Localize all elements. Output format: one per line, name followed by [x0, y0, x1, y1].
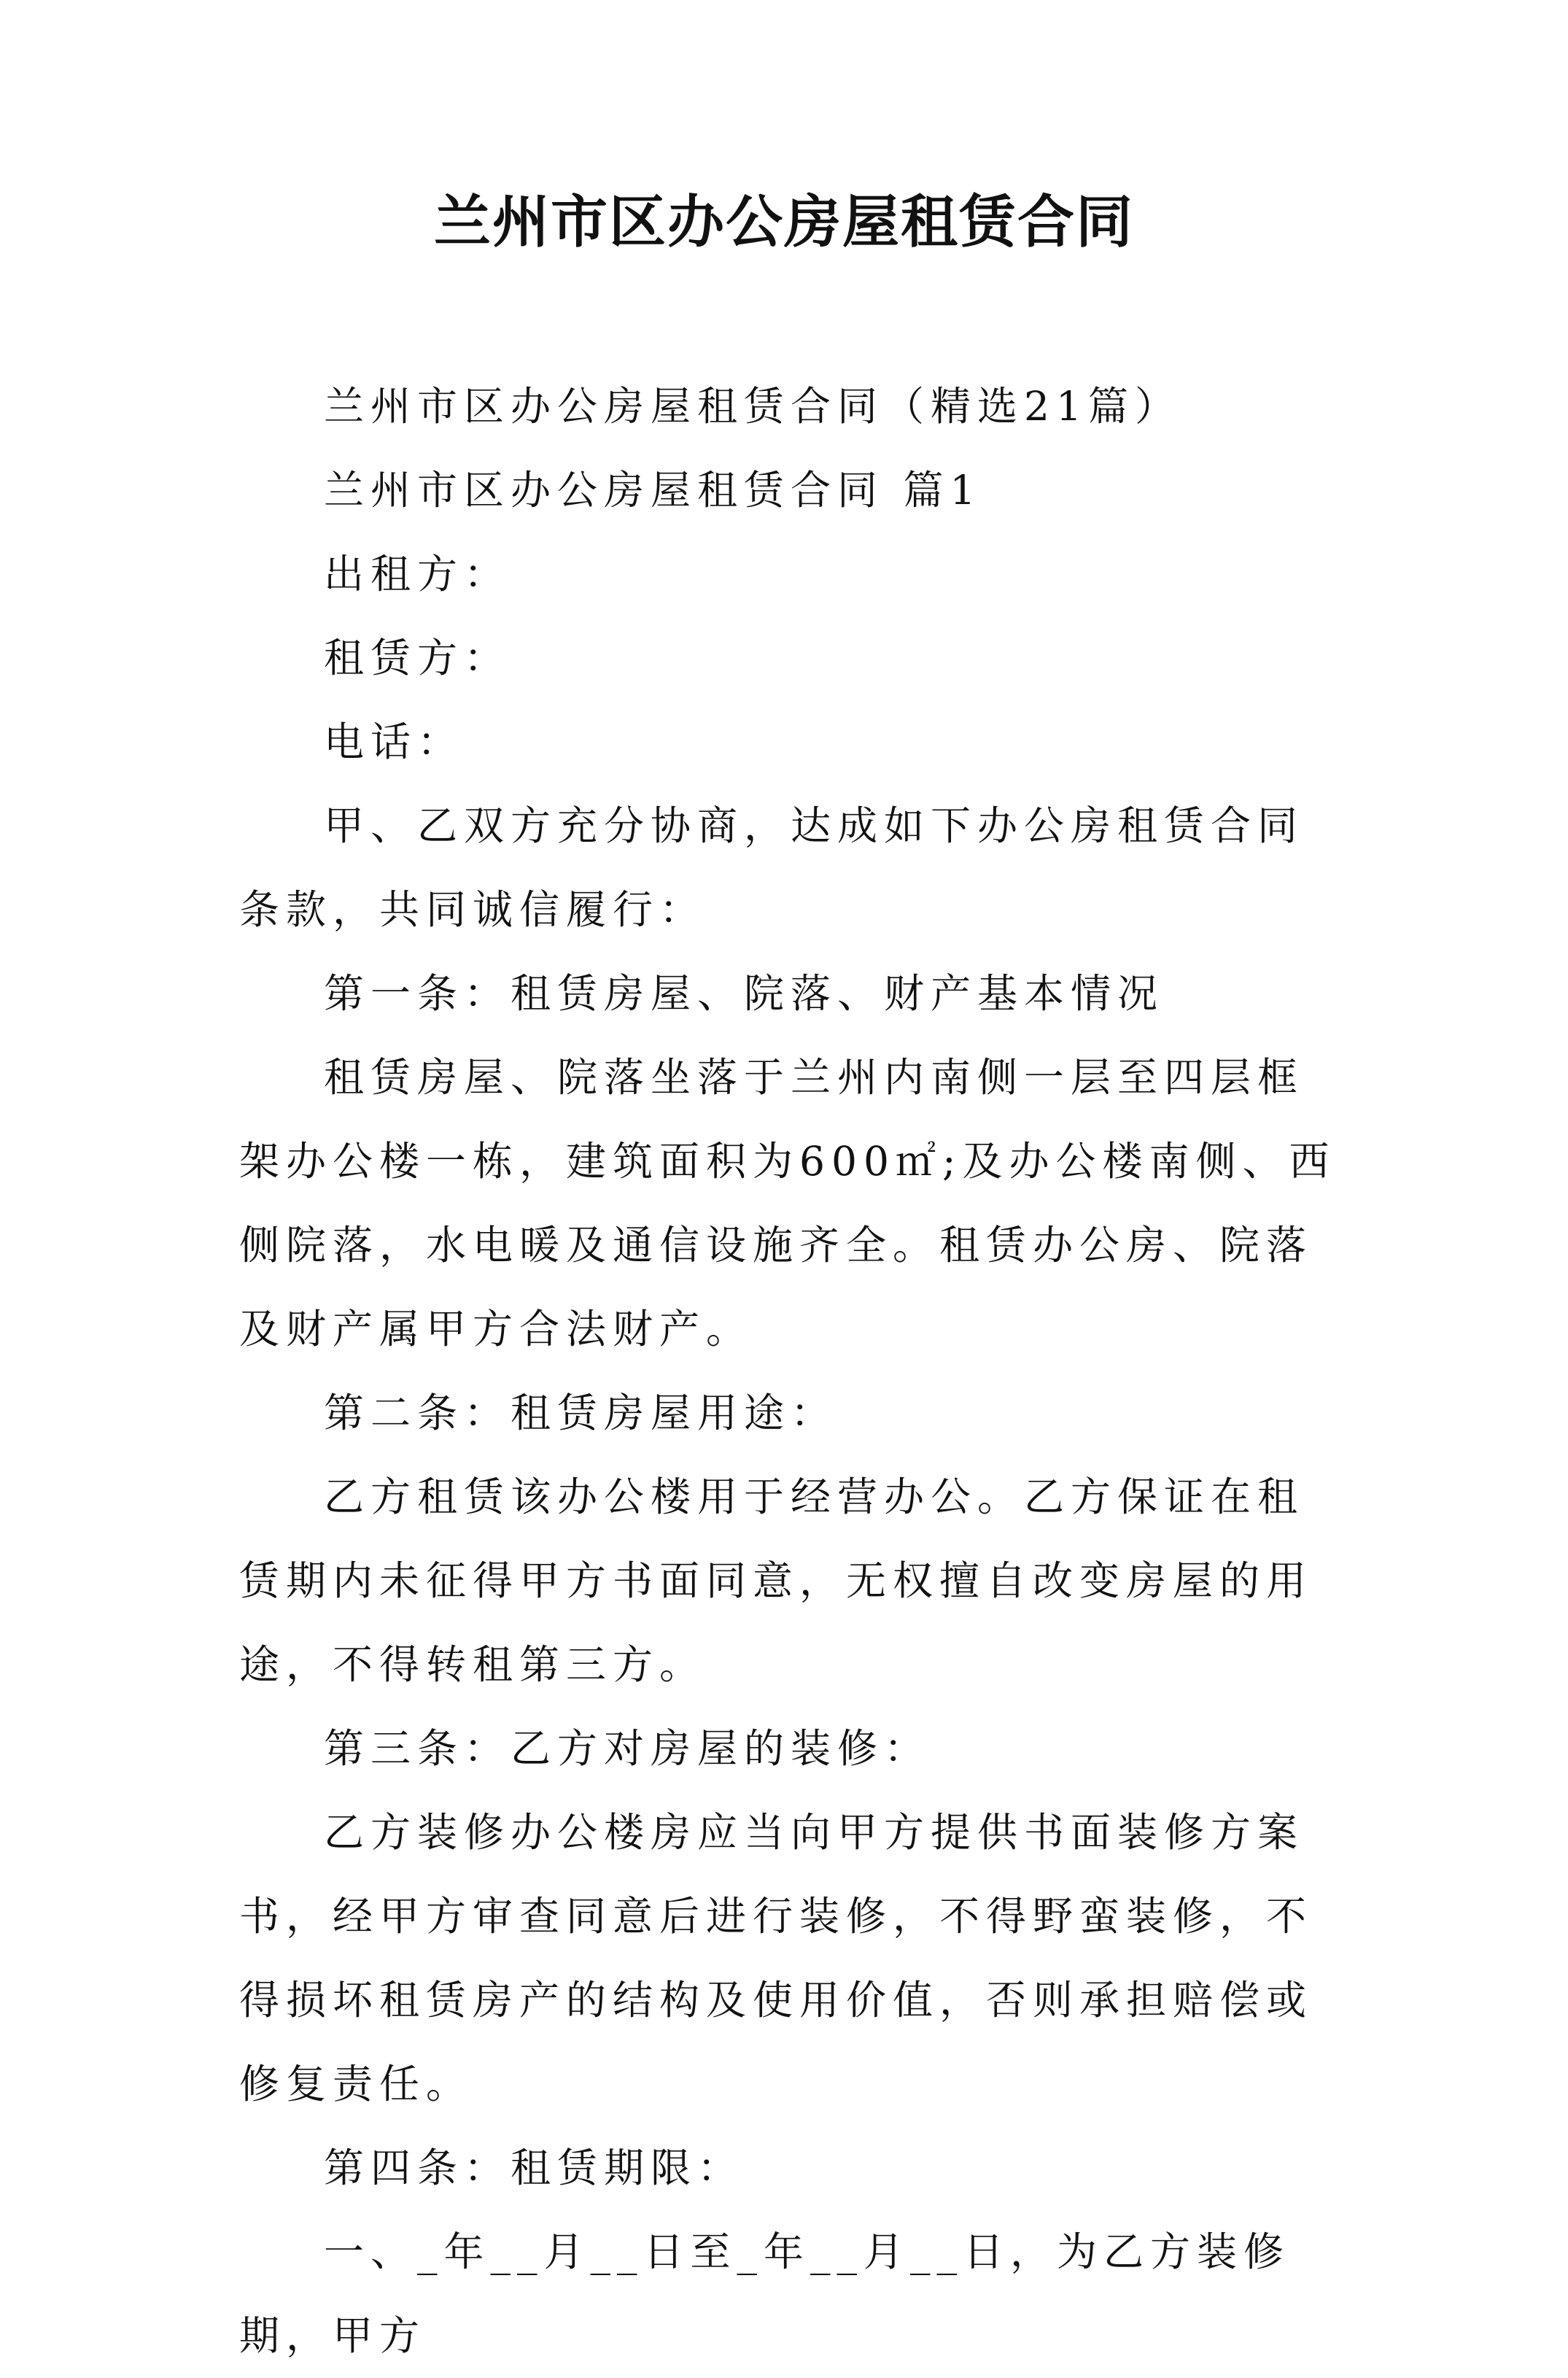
- paragraph-lessee: 租赁方：: [324, 635, 511, 681]
- paragraph-article-4-heading: 第四条：租赁期限：: [324, 2145, 745, 2191]
- paragraph-article-4-body: 一、_年__月__日至_年__月__日，为乙方装修期，甲方: [239, 2228, 1291, 2359]
- paragraph-article-2-heading: 第二条：租赁房屋用途：: [324, 1390, 838, 1436]
- paragraph-article-3-heading: 第三条：乙方对房屋的装修：: [324, 1725, 931, 1772]
- paragraph-article-3-body: 乙方装修办公楼房应当向甲方提供书面装修方案书，经甲方审查同意后进行装修，不得野蛮装修，不得损坏租赁房产的结构及使用价值，否则承担赔偿或修复责任。: [239, 1809, 1313, 2107]
- paragraph-article-1-heading: 第一条：租赁房屋、院落、财产基本情况: [324, 970, 1165, 1017]
- paragraph-preamble: 甲、乙双方充分协商，达成如下办公房租赁合同条款，共同诚信履行：: [239, 802, 1305, 933]
- paragraph-phone: 电话：: [324, 719, 465, 765]
- document-body: [239, 365, 1348, 2378]
- document-title: 兰州市区办公房屋租赁合同: [433, 189, 1134, 255]
- paragraph-subtitle: 兰州市区办公房屋租赁合同（精选21篇）: [324, 383, 1181, 430]
- paragraph-lessor: 出租方：: [324, 551, 511, 597]
- paragraph-article-2-body: 乙方租赁该办公楼用于经营办公。乙方保证在租赁期内未征得甲方书面同意，无权擅自改变房屋的用途，不得转租第三方。: [239, 1473, 1313, 1688]
- paragraph-article-1-body: 租赁房屋、院落坐落于兰州内南侧一层至四层框架办公楼一栋，建筑面积为600㎡;及办公楼南侧、西侧院落，水电暖及通信设施齐全。租赁办公房、院落及财产属甲方合法财产。: [239, 1054, 1336, 1352]
- paragraph-section-heading: 兰州市区办公房屋租赁合同 篇1: [324, 467, 982, 514]
